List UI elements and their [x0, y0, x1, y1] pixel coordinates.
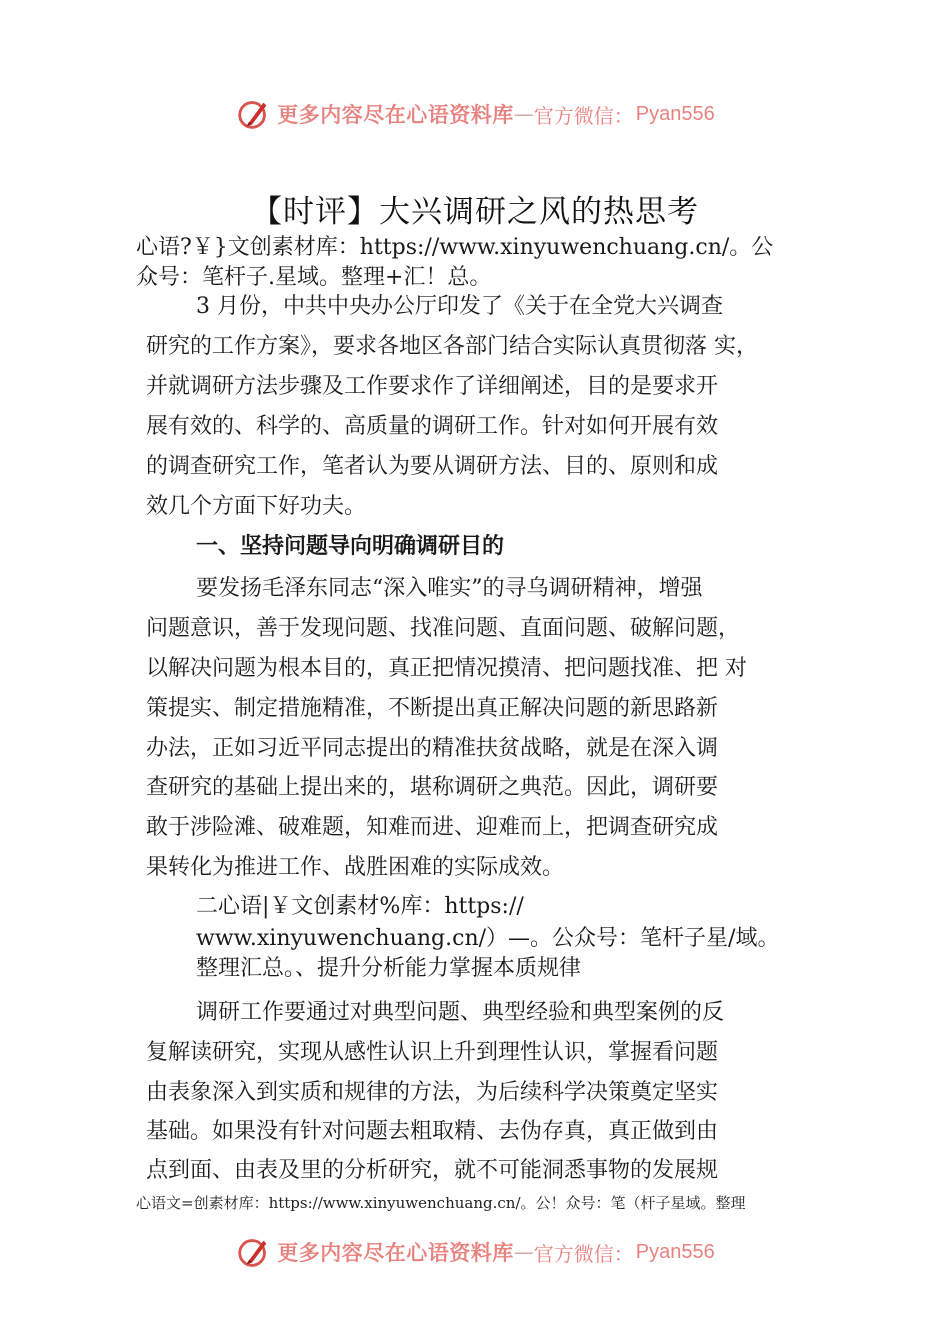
section1-line: 问题意识，善于发现问题、找准问题、直面问题、破解问题，: [146, 616, 741, 641]
quill-seal-logo-icon: [235, 1233, 273, 1271]
source-line: 心语?￥}文创素材库：https://www.xinyuwenchuang.cn/。公: [136, 235, 774, 260]
section-heading-2-line: www.xinyuwenchuang.cn/）—。公众号：笔杆子星/域。: [196, 926, 780, 951]
quill-seal-logo-icon: [235, 95, 273, 133]
section1-line: 策提实、制定措施精准，不断提出真正解决问题的新思路新: [146, 696, 719, 721]
section1-line: 果转化为推进工作、战胜困难的实际成效。: [146, 855, 565, 880]
intro-line: 的调查研究工作，笔者认为要从调研方法、目的、原则和成: [146, 454, 719, 479]
source-line: 众号：笔杆子.星域。整理+汇！总。: [136, 265, 492, 290]
section1-line: 要发扬毛泽东同志“深入唯实”的寻乌调研精神，增强: [196, 576, 703, 601]
intro-line: 3 月份，中共中央办公厅印发了《关于在全党大兴调查: [196, 294, 723, 319]
banner-account-id: Pyan556: [635, 1240, 715, 1263]
banner-text: 更多内容尽在心语资料库: [277, 1240, 514, 1265]
banner-dash: —: [513, 102, 534, 126]
section2-line: 复解读研究，实现从感性认识上升到理性认识，掌握看问题: [146, 1040, 719, 1065]
section-heading-1: 一、坚持问题导向明确调研目的: [196, 534, 505, 559]
intro-line: 研究的工作方案》，要求各地区各部门结合实际认真贯彻落 实，: [146, 334, 758, 359]
section2-line: 基础。如果没有针对问题去粗取精、去伪存真，真正做到由: [146, 1119, 719, 1144]
section1-line: 以解决问题为根本目的，真正把情况摸清、把问题找准、把 对: [146, 656, 747, 681]
document-title: 【时评】大兴调研之风的热思考: [251, 194, 699, 230]
section2-line: 调研工作要通过对典型问题、典型经验和典型案例的反: [196, 1000, 725, 1025]
intro-line: 效几个方面下好功夫。: [146, 494, 367, 519]
intro-line: 并就调研方法步骤及工作要求作了详细阐述，目的是要求开: [146, 374, 719, 399]
banner-text: 更多内容尽在心语资料库: [277, 102, 514, 127]
section-heading-2-line: 整理汇总。、提升分析能力掌握本质规律: [196, 956, 582, 981]
intro-line: 展有效的、科学的、高质量的调研工作。针对如何开展有效: [146, 414, 719, 439]
banner-account-label: 官方微信：: [533, 103, 634, 128]
watermark-banner-top: [0, 92, 950, 136]
banner-account-label: 官方微信：: [533, 1241, 634, 1266]
section1-line: 敢于涉险滩、破难题，知难而进、迎难而上，把调查研究成: [146, 815, 719, 840]
footer-source-note: 心语文=创素材库：https://www.xinyuwenchuang.cn/。公！众号：笔（杆子星域。整理: [136, 1194, 746, 1212]
watermark-banner-bottom: [0, 1230, 950, 1274]
section1-line: 办法，正如习近平同志提出的精准扶贫战略，就是在深入调: [146, 736, 719, 761]
banner-account-id: Pyan556: [635, 102, 715, 125]
section-heading-2-line: 二心语|￥文创素材%库：https://: [196, 894, 524, 919]
banner-dash: —: [513, 1240, 534, 1264]
section2-line: 点到面、由表及里的分析研究，就不可能洞悉事物的发展规: [146, 1158, 719, 1183]
section1-line: 查研究的基础上提出来的，堪称调研之典范。因此，调研要: [146, 775, 719, 800]
section2-line: 由表象深入到实质和规律的方法，为后续科学决策奠定坚实: [146, 1080, 719, 1105]
